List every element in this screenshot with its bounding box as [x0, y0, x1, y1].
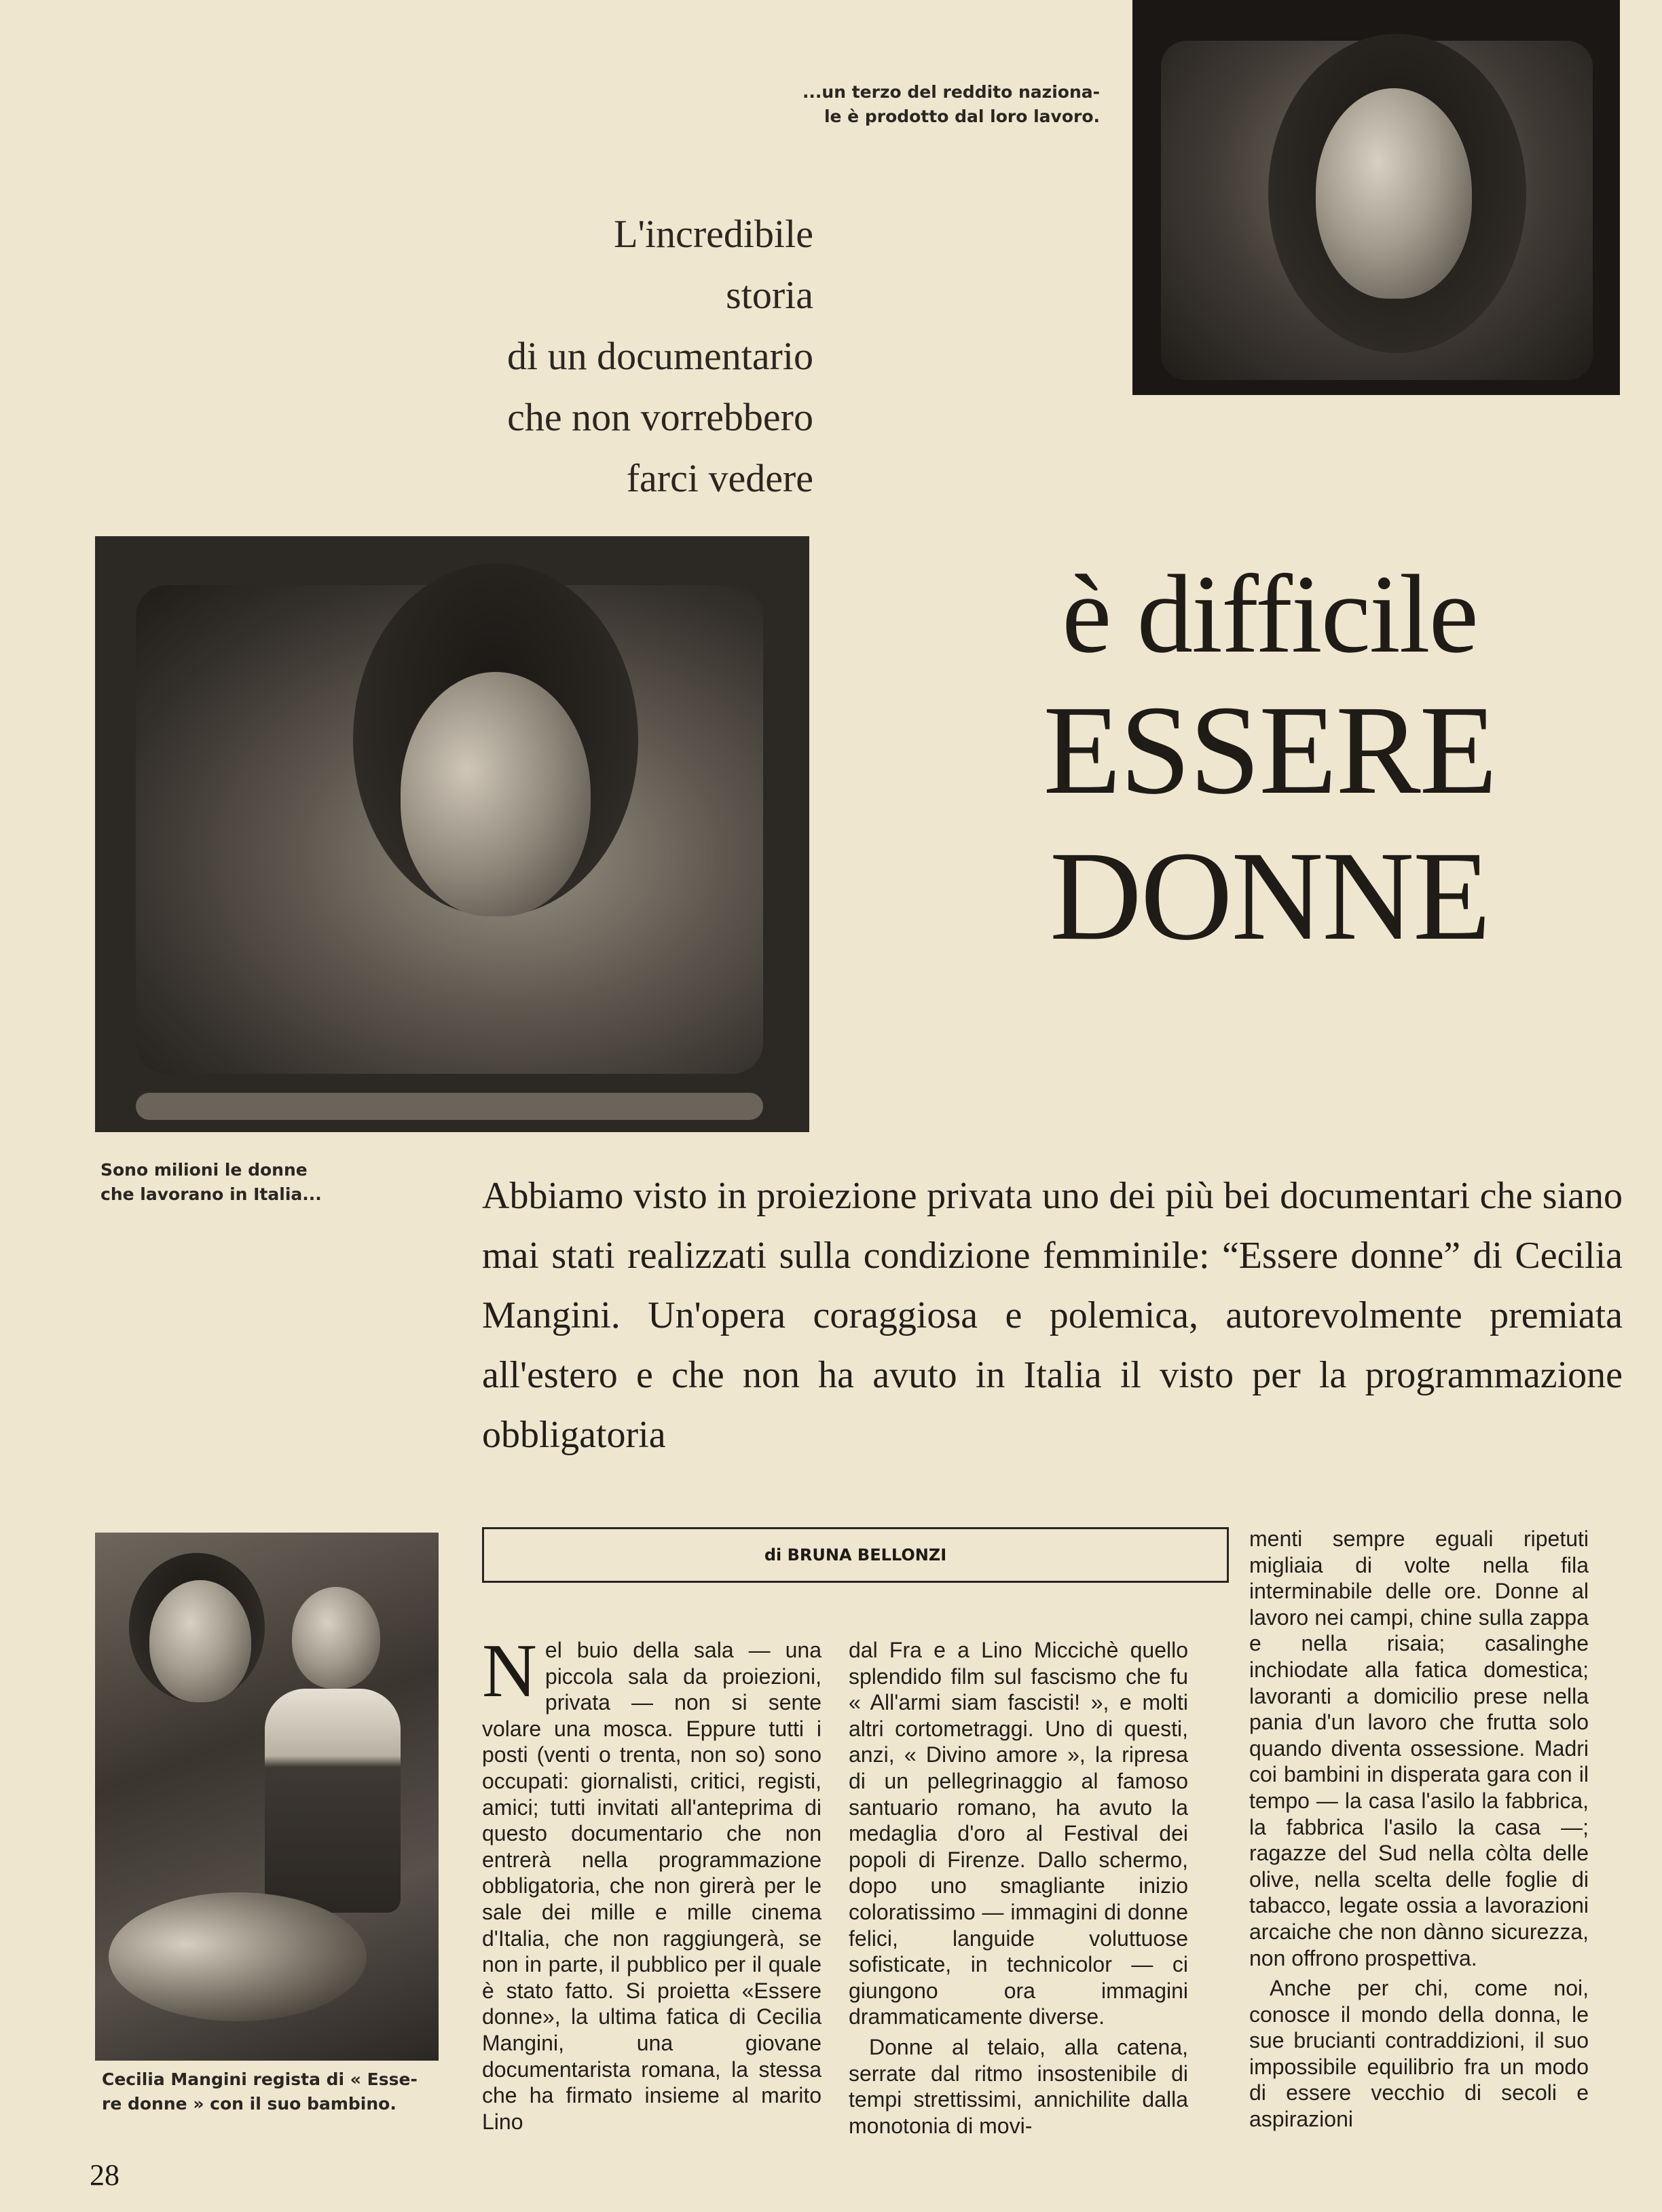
- title-line-1: è difficile: [1062, 552, 1477, 676]
- mother-face: [149, 1580, 251, 1702]
- face: [401, 672, 591, 916]
- photo-portrait-girl: [1132, 0, 1620, 395]
- lead-paragraph: Abbiamo visto in proiezione privata uno dei più bei documentari che siano mai stati realizzati sulla condizione femminile: “Essere donne” di Cecilia Mangini. Un'opera coraggiosa e polemica, autorevolmente premiata all'estero e che non ha avuto in Italia il visto per la programmazione obbligatoria: [482, 1175, 1623, 1456]
- toy-shape: [109, 1892, 367, 2021]
- photo-mangini-with-child: [95, 1533, 439, 2061]
- child-body: [265, 1689, 401, 1913]
- drop-cap: N: [482, 1629, 537, 1713]
- child-face: [292, 1587, 380, 1689]
- paragraph: dal Fra e a Lino Miccichè quello splendido film sul fascismo che fu « All'armi siam fascisti! », e molti altri cortometraggi. Uno di questi, anzi, « Divino amore », la ripresa di un pellegrinaggio al famoso santuario romano, ha avuto la medaglia d'oro al Festival dei popoli di Firenze. Dallo schermo, dopo uno smagliante inizio coloratissimo — immagini di donne felici, languide voluttuose sofisticate, in technicolor — ci giungono ora immagini drammaticamente diverse.: [849, 1638, 1188, 2029]
- caption-middle: Sono milioni le donne che lavorano in Italia...: [100, 1160, 322, 1204]
- article-column-2: [849, 1637, 1188, 2139]
- paragraph: [482, 1629, 821, 2135]
- paragraph-text: el buio della sala — una piccola sala da proiezioni, privata — non si sente volare una mosca. Eppure tutti i posti (venti o trenta, non so) sono occupati: giornalisti, critici, registi, amici; tutti invitati all'anteprima di questo documentario che non entrerà nella programmazione obbligatoria, che non girerà per le sale dei mille e mille cinema d'Italia, che non raggiungerà, se non in parte, il pubblico per il quale è stato fatto. Si proietta «Essere donne», la ultima fatica di Cecilia Mangini, una giovane documentarista romana, la stessa che ha firmato insieme al marito Lino: [482, 1638, 821, 2134]
- byline-text: di BRUNA BELLONZI: [764, 1545, 947, 1564]
- subtitle: L'incredibile storia di un documentario che non vorrebbero farci vedere: [506, 212, 813, 500]
- caption-top: ...un terzo del reddito naziona- le è prodotto dal loro lavoro.: [802, 82, 1100, 126]
- caption-bottom: Cecilia Mangini regista di « Esse- re donne » con il suo bambino.: [102, 2069, 418, 2114]
- page-number: 28: [90, 2158, 119, 2192]
- photo-film-frame-woman: [95, 536, 809, 1132]
- article-column-1: [482, 1629, 821, 2135]
- title-line-3: DONNE: [1050, 825, 1490, 967]
- article-column-3: [1249, 1526, 1589, 2133]
- title-line-2: ESSERE: [1043, 679, 1496, 821]
- face: [1316, 88, 1472, 299]
- byline-box: [482, 1527, 1229, 1583]
- paragraph: Anche per chi, come noi, conosce il mondo della donna, le sue brucianti contraddizioni, il suo impossibile equilibrio fra un modo di essere vecchio di secoli e aspirazioni: [1249, 1976, 1589, 2132]
- paragraph: Donne al telaio, alla catena, serrate dal ritmo insostenibile di tempi strettissimi, annichilite dalla monotonia di movi-: [849, 2034, 1188, 2138]
- paragraph: menti sempre eguali ripetuti migliaia di volte nella fila interminabile delle ore. Donne al lavoro nei campi, chine sulla zappa e nella risaia; casalinghe inchiodate alla fatica domestica; lavoranti a domicilio prese nella pania d'un lavoro che frutta solo quando diventa ossessione. Madri coi bambini in disperata gara con il tempo — la casa l'asilo la fabbrica, la fabbrica l'asilo la casa —; ragazze del Sud nella còlta delle olive, nella scelta delle foglie di tabacco, legate ossia a lavorazioni arcaiche che non dànno sicurezza, non offrono prospettiva.: [1249, 1526, 1589, 1970]
- film-perforation-bottom: [136, 1093, 763, 1120]
